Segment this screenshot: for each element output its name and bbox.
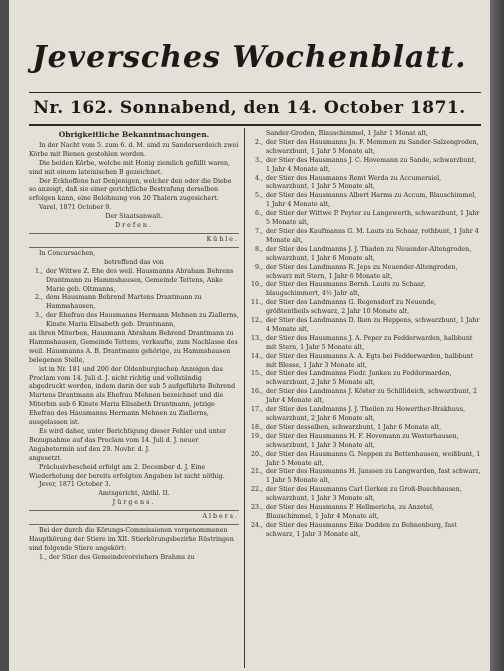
list-text: der Stier des Hausmanns Bernh. Lauts zu Schaar, blaugschimmert, 4½ Jahr alt, xyxy=(266,281,426,298)
list-number: 5., xyxy=(254,192,263,200)
list-text: der Stier des Hausmanns Eike Dudden zu Bohnenburg, fast schwarz, 1 Jahr 3 Monate alt, xyxy=(266,521,457,538)
list-number: 1., xyxy=(34,267,43,275)
list-number: 9., xyxy=(254,263,263,271)
list-text: der Stier des Landmanns J. J. Thaden zu Neuender-Altengroden, schwarzbunt, 1 Jahr 6 Monate alt, xyxy=(266,245,472,262)
list-number: 10., xyxy=(250,281,263,289)
list-text: der Wittwe Z. Ehe des weil. Hausmanns Abraham Behrens Drantmann zu Hammshausen, Gemeinde Tettens, Anke Marie geb. Oltmanns, xyxy=(46,267,234,293)
list-item xyxy=(249,504,481,522)
column-divider xyxy=(244,128,245,668)
list-item xyxy=(249,468,481,486)
list-item xyxy=(249,139,481,157)
divider xyxy=(29,233,239,234)
list-text: der Stier des Hausmanns Remt Werda zu Accumersiel, schwarzbunt, 1 Jahr 5 Monate alt, xyxy=(266,174,442,191)
notice-intro: betreffend das von xyxy=(104,258,164,266)
list-text: der Stier des Landmanns J. Köster zu Schillideich, schwarzbunt, 2 Jahr 4 Monate alt, xyxy=(266,388,477,405)
list-number: 19., xyxy=(250,432,263,440)
divider xyxy=(29,524,239,525)
list-item xyxy=(249,522,481,540)
list-text: der Stier des Hausmanns J. A. Peper zu Fedderwarden, halbbunt mit Stern, 1 Jahr 5 Monate alt, xyxy=(266,334,473,351)
list-text: der Stier des Hausmanns H. F. Hovemann zu Westerhausen, schwarzbunt, 1 Jahr 3 Monate alt, xyxy=(266,432,459,449)
list-item xyxy=(249,246,481,264)
list-text: der Stier des Landmanns R. Jeps zu Neuender-Altengroden, schwarz mit Stern, 1 Jahr 6 Monate alt, xyxy=(266,263,458,280)
book-spine xyxy=(490,0,504,671)
notice-paragraph: Der Eckhoffene hat Denjenigen, welcher den oder die Diebe so anzeigt, daß sie einer gerichtliche Bestrafung derselben erfolgen kann, eine Belohnung von 20 Thalern zugesichert. xyxy=(29,177,232,203)
list-number: 2., xyxy=(34,294,43,302)
notice-paragraph: Bei der durch die Körungs-Commissionen vorgenommenen Hauptkörung der Stiere im XII. Stierkörungsbezirke Rüstringen sind folgende Stiere angekört: xyxy=(29,527,234,552)
list-item xyxy=(249,486,481,504)
list-item xyxy=(249,228,481,246)
list-item xyxy=(29,294,239,312)
list-item xyxy=(249,370,481,388)
notice-paragraph: Die beiden Körbe, welche mit Honig ziemlich gefüllt waren, sind mit einem lateinischen B gezeichnet. xyxy=(29,159,231,176)
list-item xyxy=(29,312,239,330)
list-item xyxy=(249,406,481,424)
list-item xyxy=(249,335,481,353)
notice-place-date: Varel, 1871 October 9. xyxy=(39,204,112,212)
list-item xyxy=(249,317,481,335)
list-item xyxy=(249,175,481,193)
list-number: 24., xyxy=(250,521,263,529)
notice-office: Der Staatsanwalt. xyxy=(105,213,163,221)
list-number: 15., xyxy=(250,370,263,378)
list-number: 2., xyxy=(254,138,263,146)
list-number: 11., xyxy=(250,299,263,307)
list-text: der Stier des Kaufmanns G. M. Lauts zu Schaar, rothbunt, 1 Jahr 4 Monate alt, xyxy=(266,227,479,244)
list-text: der Stier des Hausmanns P. Hellmerichs, zu Anzetel, Blauschimmel, 1 Jahr 4 Monate alt, xyxy=(266,504,434,520)
notice-paragraph: an ihren Miterben, Hausmann Abraham Behrend Drantmann zu Hammshausen, Gemeinde Tettens, verkaufte, zum Nachlasse des weil. Hausmanns A. B. Drantmann gehörige, zu Hammshausen belegenen Stelle, xyxy=(29,330,238,364)
list-item xyxy=(249,192,481,210)
list-item xyxy=(249,433,481,451)
section-heading: Obrigkeitliche Bekanntmachungen. xyxy=(58,130,210,139)
divider xyxy=(29,247,239,248)
list-item xyxy=(249,424,481,433)
list-number: 21., xyxy=(250,468,263,476)
list-item xyxy=(249,157,481,175)
notice-paragraph: 1., der Stier des Gemeindevorstehers Brahms zu xyxy=(39,553,195,561)
issue-line: Nr. 162. Sonnabend, den 14. October 1871. xyxy=(33,98,466,118)
masthead-rule-top xyxy=(29,92,481,93)
notice-paragraph: Präclusivbescheid erfolgt am 2. December d. J. Eine Wiederholung der bereits erfolgten Angaben ist nicht nöthig. xyxy=(29,463,225,480)
list-number: 6., xyxy=(254,210,263,218)
list-number: 8., xyxy=(254,245,263,253)
list-text: der Stier des Landmanns Fiedr. Junken zu Feddermarden, schwarzbunt, 2 Jahr 5 Monate alt, xyxy=(266,370,452,387)
list-number: 12., xyxy=(250,317,263,325)
list-text: der Stier des Hausmanns G. Neppen zu Bettenhausen, weißbunt, 1 Jahr 5 Monate alt, xyxy=(266,450,481,467)
list-text: der Stier des Landmanns G. Regensdorf zu Neuende, größtentheils schwarz, 2 Jahr 10 Monate alt, xyxy=(266,299,437,316)
list-number: 4., xyxy=(254,174,263,182)
list-number: 3., xyxy=(254,156,263,164)
list-number: 20., xyxy=(250,450,263,458)
masthead-rule-bottom xyxy=(29,124,481,126)
newspaper-page xyxy=(9,0,490,671)
list-text: der Stier des Hausmanns Jo. F. Memmen zu Sander-Salzengroden, schwarzbunt, 1 Jahr 5 Monate alt, xyxy=(266,138,479,155)
list-text: der Stier des Hausmanns Albert Harms zu Accum, Blauschimmel, 1 Jahr 4 Monate alt, xyxy=(266,192,477,209)
list-number xyxy=(249,130,266,139)
list-number: 14., xyxy=(250,352,263,360)
list-text: dem Hausmann Behrend Martens Drantmann zu Hammshausen, xyxy=(46,294,202,311)
list-text: Sander-Groden, Blauschimmel, 1 Jahr 1 Monat alt, xyxy=(266,130,428,137)
list-text: der Stier des Hausmanns Carl Gerken zu Groß-Buschhausen, schwarzbunt, 1 Jahr 3 Monate alt, xyxy=(266,486,462,503)
list-text: der Stier des Hausmanns J. C. Hovemann zu Sande, schwarzbunt, 1 Jahr 4 Monate alt, xyxy=(266,156,477,173)
list-item xyxy=(249,299,481,317)
list-number: 18., xyxy=(250,423,263,431)
notice-signature: Drefen. xyxy=(115,222,153,230)
list-item xyxy=(249,281,481,299)
list-number: 3., xyxy=(34,312,43,320)
right-column xyxy=(249,130,481,540)
list-number: 7., xyxy=(254,227,263,235)
list-item xyxy=(249,353,481,371)
list-number: 16., xyxy=(250,388,263,396)
list-item xyxy=(249,451,481,469)
list-item xyxy=(249,264,481,282)
section-signature: Albers. xyxy=(202,513,239,521)
notice-court: Amtsgericht, Abthl. II. xyxy=(98,490,170,498)
list-text: der Stier des Landmanns D. Iken zu Heppens, schwarzbunt, 1 Jahr 4 Monate alt, xyxy=(266,317,480,333)
list-number: 22., xyxy=(250,486,263,494)
notice-paragraph: angesetzt. xyxy=(29,454,62,462)
notice-paragraph: Es wird daher, unter Berichtigung dieser Fehler und unter Bezugnahme auf das Proclam vom 14. Juli d. J. neuer Angabetermin auf den 29. Novbr. d. J. xyxy=(29,428,227,453)
list-number: 23., xyxy=(250,504,263,512)
section-signature: Kühle. xyxy=(206,235,239,243)
left-column xyxy=(29,130,239,563)
list-number: 13., xyxy=(250,334,263,342)
notice-paragraph: In der Nacht vom 5. zum 6. d. M. sind zu Sanderserdeich zwei Körbe mit Bienen gestohlen worden. xyxy=(29,141,239,158)
notice-intro: In Concursachen, xyxy=(39,249,96,257)
list-text: der Ehefrau des Hausmanns Hermann Mehnen zu Ziallerns, Kinste Maria Elisabeth geb. Drantmann, xyxy=(46,312,239,329)
newspaper-title: Jeversches Wochenblatt. xyxy=(32,40,467,75)
list-item xyxy=(249,388,481,406)
list-item xyxy=(29,268,239,295)
list-item xyxy=(249,130,481,139)
list-text: der Stier des Hausmanns H. Janssen zu Langwarden, fast schwarz, 1 Jahr 5 Monate alt, xyxy=(266,468,481,485)
list-number: 17., xyxy=(250,406,263,414)
notice-signature: Jürgens. xyxy=(112,499,156,507)
list-text: der Stier der Wittwe P. Peyter zu Langewerth, schwarzbunt, 1 Jahr 5 Monate alt, xyxy=(266,210,480,227)
list-item xyxy=(249,210,481,228)
list-text: der Stier desselben, schwarzbunt, 1 Jahr 6 Monate alt, xyxy=(266,423,442,431)
list-text: der Stier des Hausmanns A. A. Egts bei Fedderwarden, halbbunt mit Blesse, 1 Jahr 3 Monate alt, xyxy=(266,352,474,369)
notice-paragraph: ist in Nr. 181 und 200 der Oldenburgischen Anzeigen das Proclam vom 14. Juli d. J. nicht richtig und vollständig abgedruckt worden, indem darin der sub 5 aufgeführte Behrend Martens Drantmann als Ehefrau Mehnen bezeichnet und die Miterbin sub 6 Kinste Maria Elisabeth Drantmann, jetzige Ehefrau des Hausmanns Hermann Mehnen zu Ziallerns, ausgelassen ist. xyxy=(29,365,236,427)
notice-place-date: Jever, 1871 October 3. xyxy=(39,481,111,489)
list-text: der Stier des Landmanns J. J. Theilen zu Howerther-Brakhuus, schwarzbunt, 2 Jahr 6 Monate alt, xyxy=(266,406,466,422)
divider xyxy=(29,510,239,511)
